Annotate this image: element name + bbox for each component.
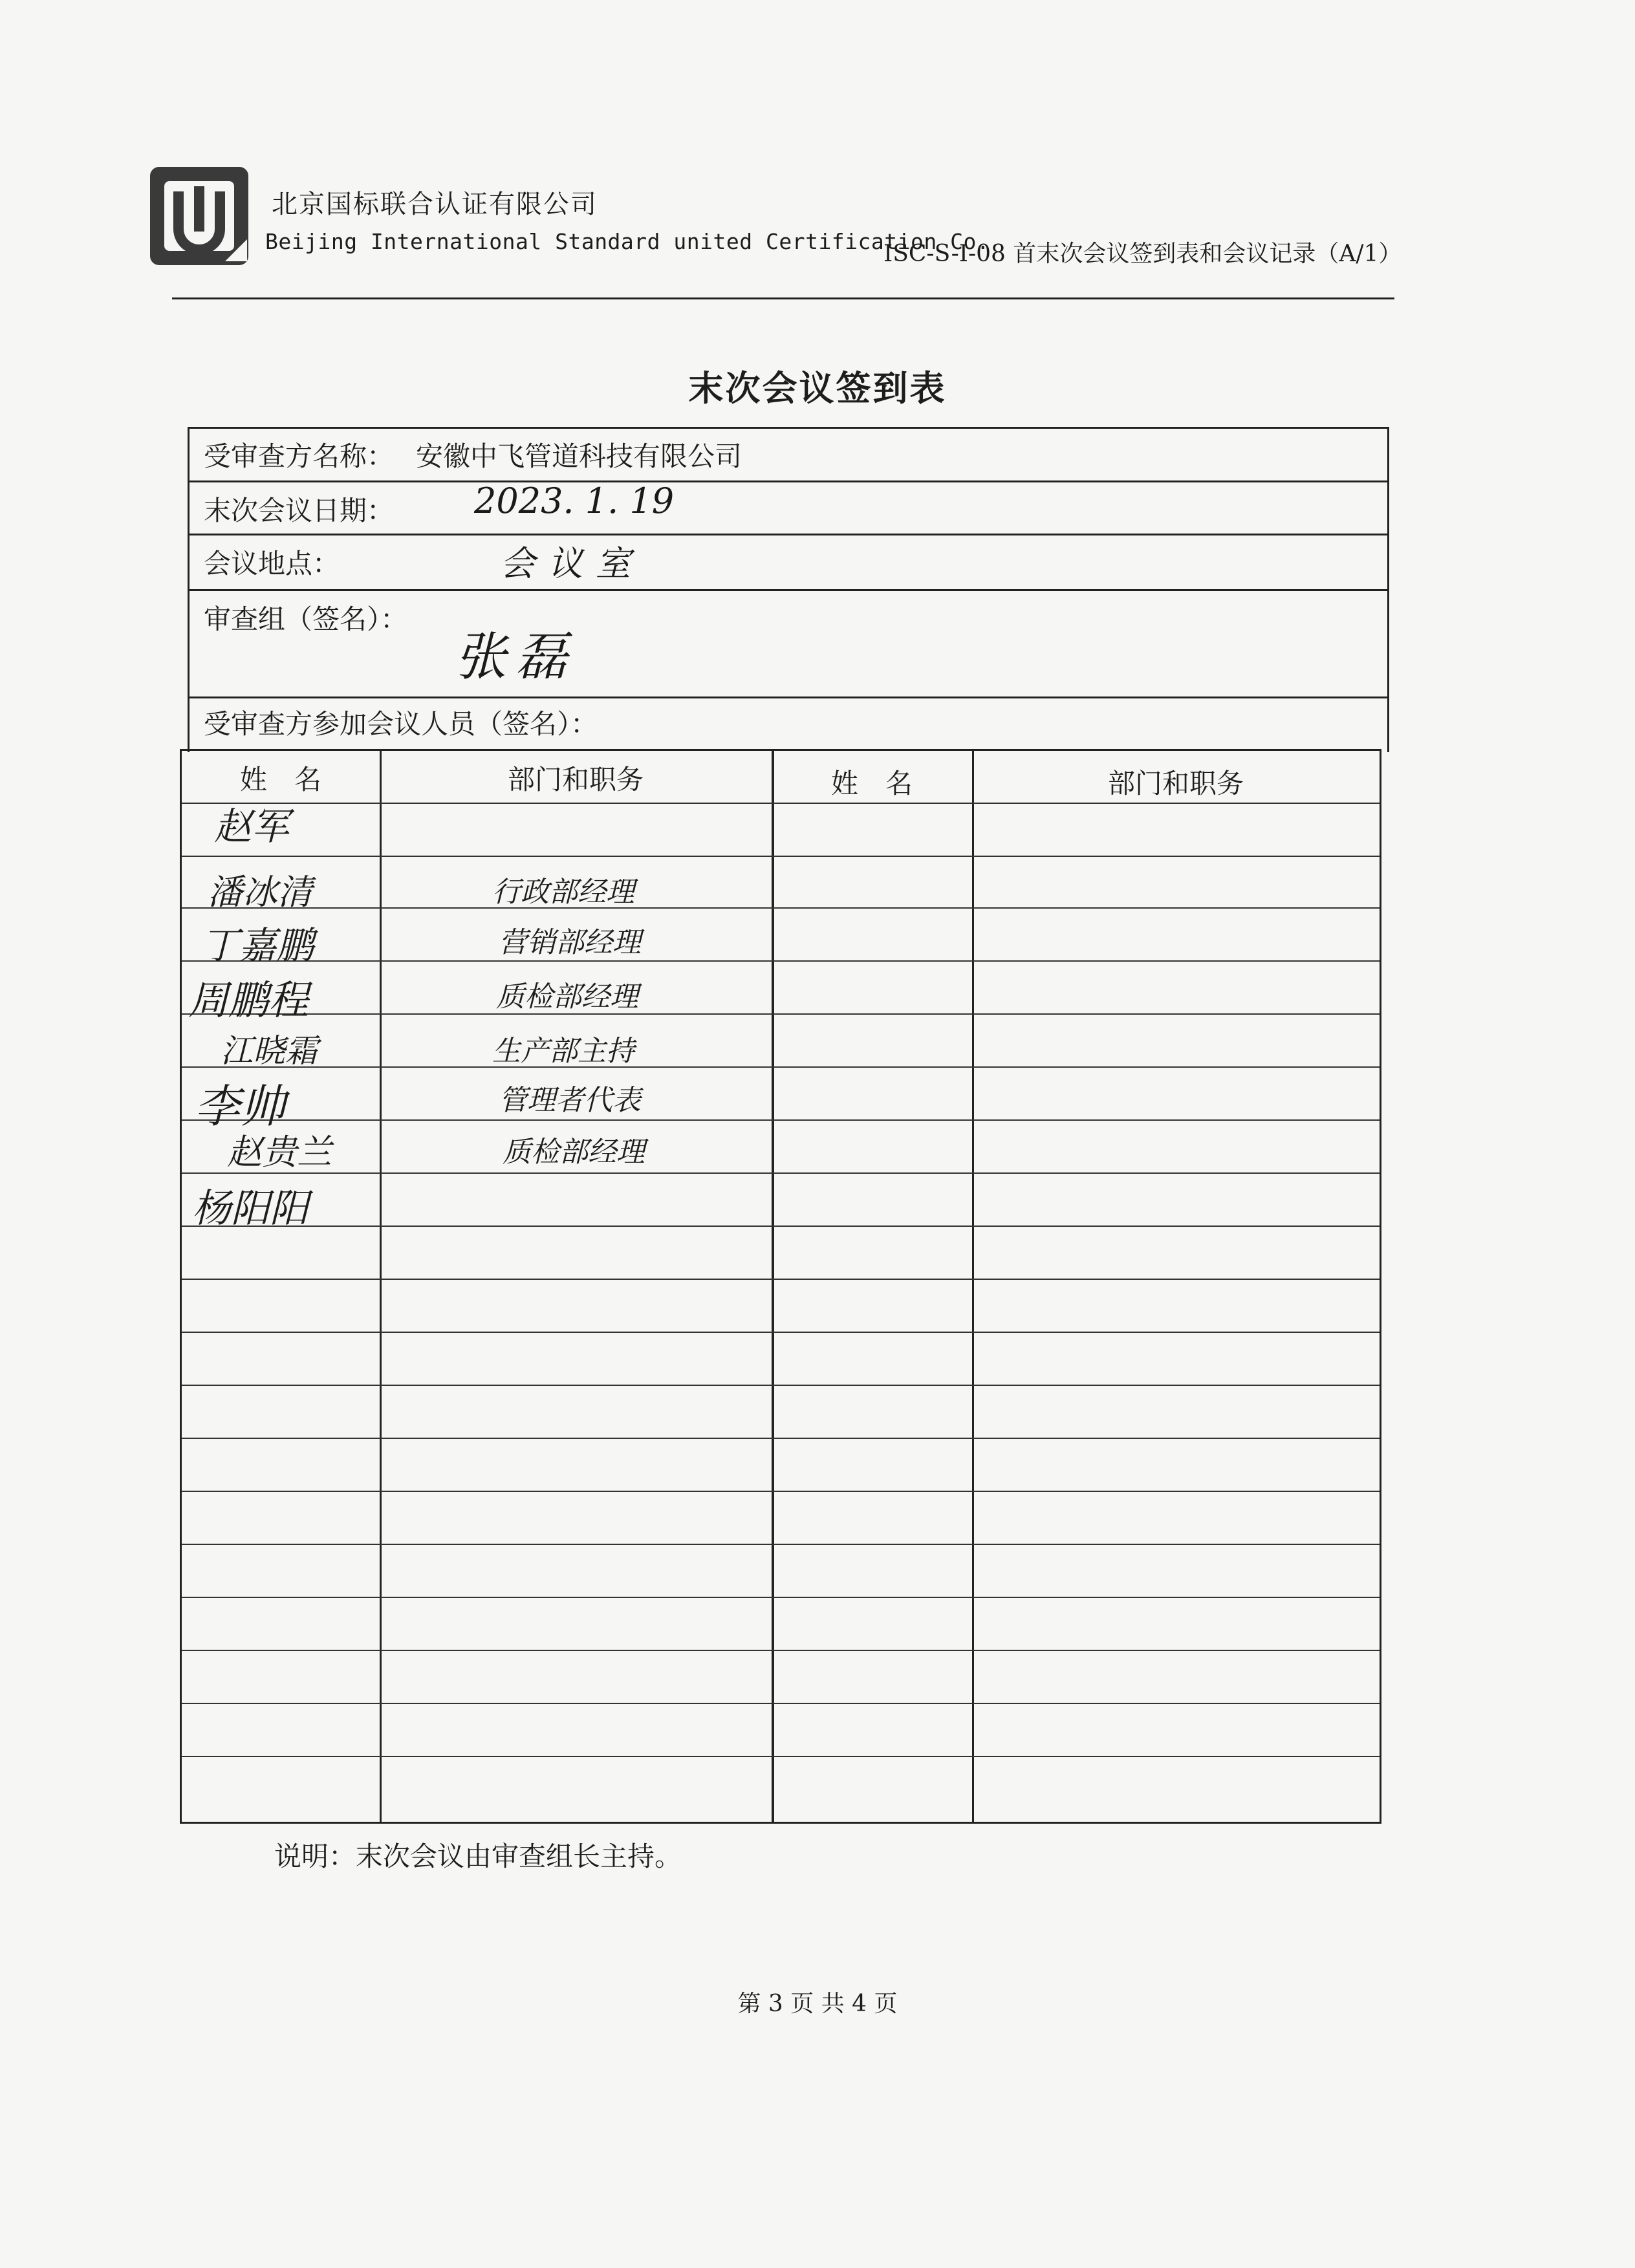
header-divider	[172, 297, 1394, 299]
header-dept: 部门和职务	[507, 764, 644, 795]
auditee-label: 受审查方名称：	[204, 440, 395, 472]
row-line	[182, 1650, 1380, 1651]
header-name: 姓 名	[239, 764, 321, 795]
audit-team-signature: 张磊	[455, 627, 576, 687]
attendee-name: 潘冰清	[208, 872, 312, 913]
attendee-name: 赵军	[214, 805, 290, 848]
row-line	[182, 1279, 1380, 1280]
row-line	[182, 960, 1380, 962]
row-line	[182, 1119, 1380, 1121]
row-line	[182, 1438, 1380, 1439]
row-line	[182, 1013, 1380, 1015]
company-name-en: Beijing International Standard united Certification Co.	[265, 229, 990, 254]
divider	[189, 534, 1387, 535]
attendee-name: 杨阳阳	[192, 1186, 309, 1231]
row-line	[182, 1226, 1380, 1227]
row-line	[182, 1544, 1380, 1545]
divider	[189, 697, 1387, 698]
row-line	[182, 803, 1380, 804]
row-line	[182, 1066, 1380, 1068]
location-label: 会议地点：	[204, 548, 340, 579]
attendee-name: 江晓霜	[221, 1032, 318, 1070]
attendee-name: 周鹏程	[188, 977, 309, 1024]
audit-team-label: 审查组（签名）：	[204, 603, 408, 635]
attendee-table	[180, 749, 1381, 1824]
company-name-cn: 北京国标联合认证有限公司	[272, 189, 598, 219]
column-divider	[380, 751, 382, 1822]
row-line	[182, 1332, 1380, 1333]
header-name-2: 姓 名	[830, 768, 913, 799]
attendee-name: 丁嘉鹏	[201, 923, 314, 967]
attendee-dept: 营销部经理	[499, 926, 641, 959]
form-code: ISC-S-I-08 首末次会议签到表和会议记录（A/1）	[883, 241, 1402, 267]
attendee-name: 赵贵兰	[227, 1132, 332, 1172]
row-line	[182, 1703, 1380, 1704]
attendee-dept: 生产部主持	[492, 1035, 634, 1068]
attendee-dept: 质检部经理	[496, 980, 638, 1013]
row-line	[182, 907, 1380, 909]
column-divider	[772, 751, 774, 1822]
attendee-dept: 管理者代表	[499, 1084, 641, 1117]
date-value: 2023. 1. 19	[474, 481, 675, 521]
location-value: 会议室	[500, 543, 644, 584]
header-dept-2: 部门和职务	[1107, 768, 1244, 799]
row-line	[182, 1491, 1380, 1492]
attendee-name: 李帅	[195, 1080, 285, 1133]
page-number: 第 3 页 共 4 页	[737, 1991, 898, 2017]
attendee-dept: 质检部经理	[503, 1136, 645, 1169]
row-line	[182, 1172, 1380, 1174]
row-line	[182, 856, 1380, 857]
auditee-value: 安徽中飞管道科技有限公司	[416, 440, 742, 472]
divider	[189, 481, 1387, 482]
company-logo	[147, 164, 251, 268]
row-line	[182, 1597, 1380, 1598]
date-label: 末次会议日期：	[204, 495, 395, 526]
column-divider	[972, 751, 974, 1822]
footnote: 说明：末次会议由审查组长主持。	[274, 1841, 682, 1872]
divider	[189, 589, 1387, 591]
document-title: 末次会议签到表	[688, 368, 947, 409]
attendee-dept: 行政部经理	[492, 876, 634, 909]
row-line	[182, 1385, 1380, 1386]
attendees-label: 受审查方参加会议人员（签名）：	[204, 708, 598, 740]
row-line	[182, 1756, 1380, 1757]
meeting-info-box	[188, 427, 1389, 752]
